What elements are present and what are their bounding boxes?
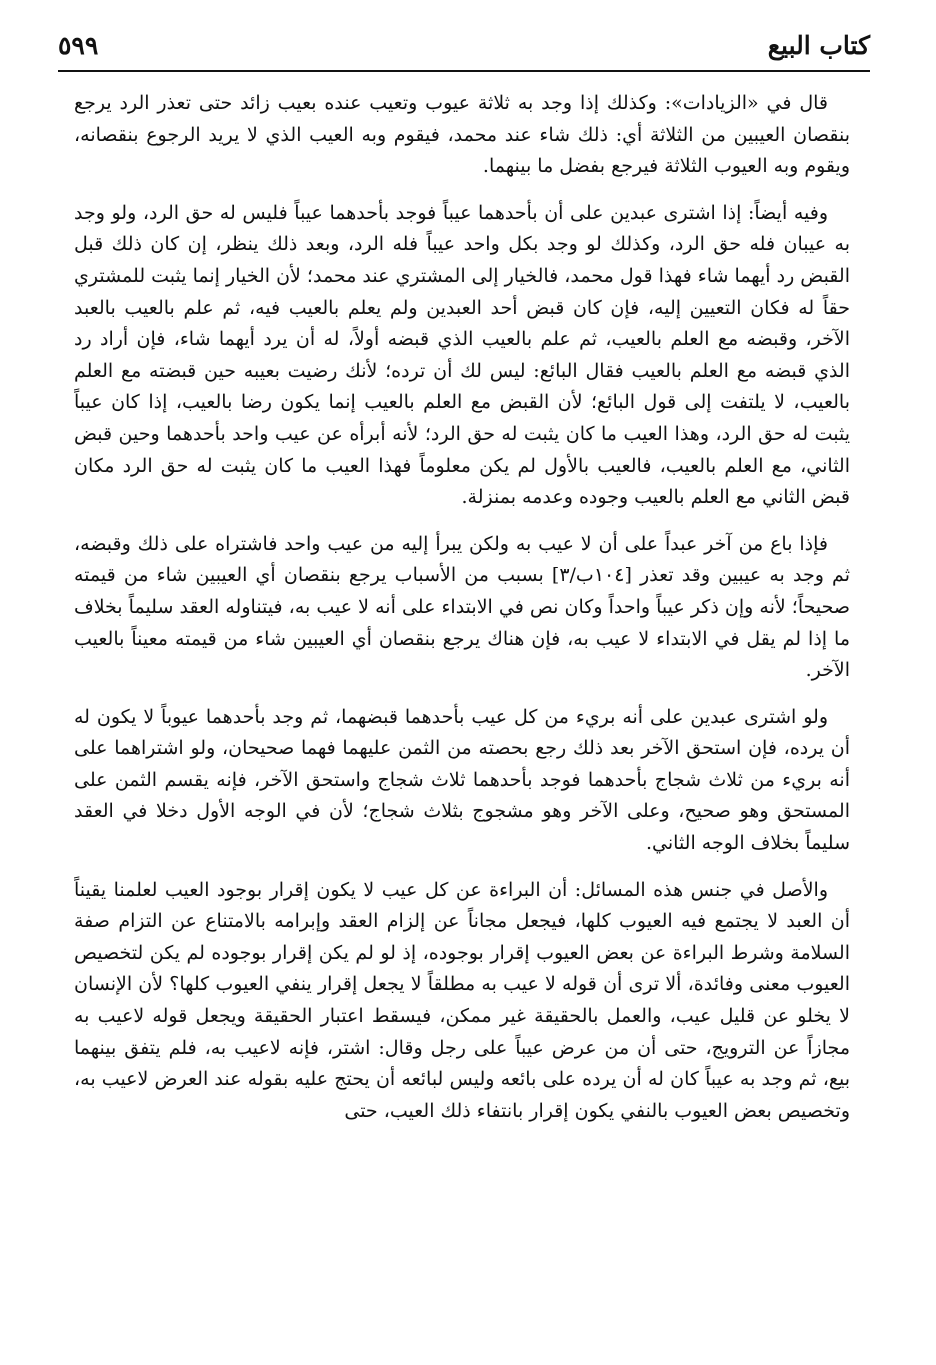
- paragraph: وفيه أيضاً: إذا اشترى عبدين على أن بأحدهما عيباً فوجد بأحدهما عيباً فليس له حق الرد، ولو وجد به عيبان فله حق الرد، وكذلك لو وجد بكل واحد عيباً فله الرد، وبعد ذلك ينظر، إن كان ذلك قبل القبض رد أيهما شاء فهذا قول محمد، فالخيار إلى المشتري عند محمد؛ لأن الخيار إنما يثبت للمشتري حقاً له فكان التعيين إليه، فإن كان قبض أحد العبدين ولم يعلم بالعيب فيه، ثم علم بالعيب بالعبد الآخر، وقبضه مع العلم بالعيب، ثم علم بالعيب الذي قبضه أولاً، له أن يرد أيهما شاء، فإن أراد رد الذي قبضه مع العلم بالعيب فقال البائع: ليس لك أن ترده؛ لأنك رضيت بعيبه حين قبضته مع العلم بالعيب، لا يلتفت إلى قول البائع؛ لأن القبض مع العلم بالعيب إنما يكون رضا بالعيب، إذا كان عيباً يثبت له حق الرد، وهذا العيب ما كان يثبت له حق الرد؛ لأنه أبرأه عن عيب واحد بأحدهما وحين قبض الثاني، مع العلم بالعيب، فالعيب بالأول لم يكن معلوماً فهذا العيب ما كان يثبت له حق الرد مكان قبض الثاني مع العلم بالعيب وجوده وعدمه بمنزلة.: [74, 201, 850, 509]
- running-title: كتاب البيع: [767, 31, 870, 60]
- paragraph: فإذا باع من آخر عبداً على أن لا عيب به ولكن يبرأ إليه من عيب واحد فاشتراه على ذلك وقبضه، ثم وجد به عيبين وقد تعذر [١٠٤ب/٣] بسبب من الأسباب يرجع بنقصان أي العيبين شاء من قيمته صحيحاً؛ لأنه وإن ذكر عيباً واحداً وكان نص في الابتداء على أنه لا عيب به، فيتناوله العقد سليماً بخلاف ما إذا لم يقل في الابتداء لا عيب به، فإن هناك يرجع بنقصان أي العيبين شاء من قيمته معيناً بالعيب الآخر.: [74, 532, 850, 682]
- paragraph: قال في «الزيادات»: وكذلك إذا وجد به ثلاثة عيوب وتعيب عنده بعيب زائد حتى تعذر الرد يرجع بنقصان العيبين من الثلاثة أي: ذلك شاء عند محمد، فيقوم وبه العيب الذي لا يريد الرجوع بنقصانه، ويقوم وبه العيوب الثلاثة فيرجع بفضل ما بينهما.: [74, 92, 850, 178]
- page-body: [74, 88, 850, 1357]
- paragraph: والأصل في جنس هذه المسائل: أن البراءة عن كل عيب لا يكون إقرار بوجود العيب لعلمنا يقيناً أن العبد لا يجتمع فيه العيوب كلها، فيجعل مجاناً عن إلزام العقد وإبرامه بالامتناع عن التزام صفة السلامة وشرط البراءة عن بعض العيوب إقرار بوجوده، إذ لو لم يكن إقرار بوجوده لم يكن لتخصيص العيوب معنى وفائدة، ألا ترى أن قوله لا عيب به مطلقاً لا يجعل إقرار ينفي العيوب كلها؟ لأن الإنسان لا يخلو عن قليل عيب، والعمل بالحقيقة غير ممكن، فيسقط اعتبار الحقيقة ويجعل قوله لاعيب به مجازاً عن الترويج، حتى أن من عرض عيباً على رجل وقال: اشتر، فإنه لاعيب به، فلم يتفق بينهما بيع، ثم وجد به عيباً كان له أن يرده على بائعه وليس لبائعه أن يحتج عليه بقوله عند العرض لاعيب به، وتخصيص بعض العيوب بالنفي يكون إقرار بانتفاء ذلك العيب، حتى: [74, 878, 850, 1122]
- header-rule: [58, 70, 870, 72]
- paragraph: ولو اشترى عبدين على أنه بريء من كل عيب بأحدهما قبضهما، ثم وجد بأحدهما عيوباً لا يكون له أن يرده، فإن استحق الآخر بعد ذلك رجع بحصته من الثمن عليهما فهما صحيحان، ولو اشتراهما على أنه بريء من ثلاث شجاج بأحدهما فوجد بأحدهما ثلاث شجاج واستحق الآخر، فإنه يقسم الثمن على المستحق وهو صحيح، وعلى الآخر وهو مشجوج بثلاث شجاج؛ لأن في الوجه الأول دخلا في العقد سليماً بخلاف الوجه الثاني.: [74, 705, 850, 855]
- page-number: ٥٩٩: [58, 31, 99, 60]
- page-header: [58, 26, 870, 68]
